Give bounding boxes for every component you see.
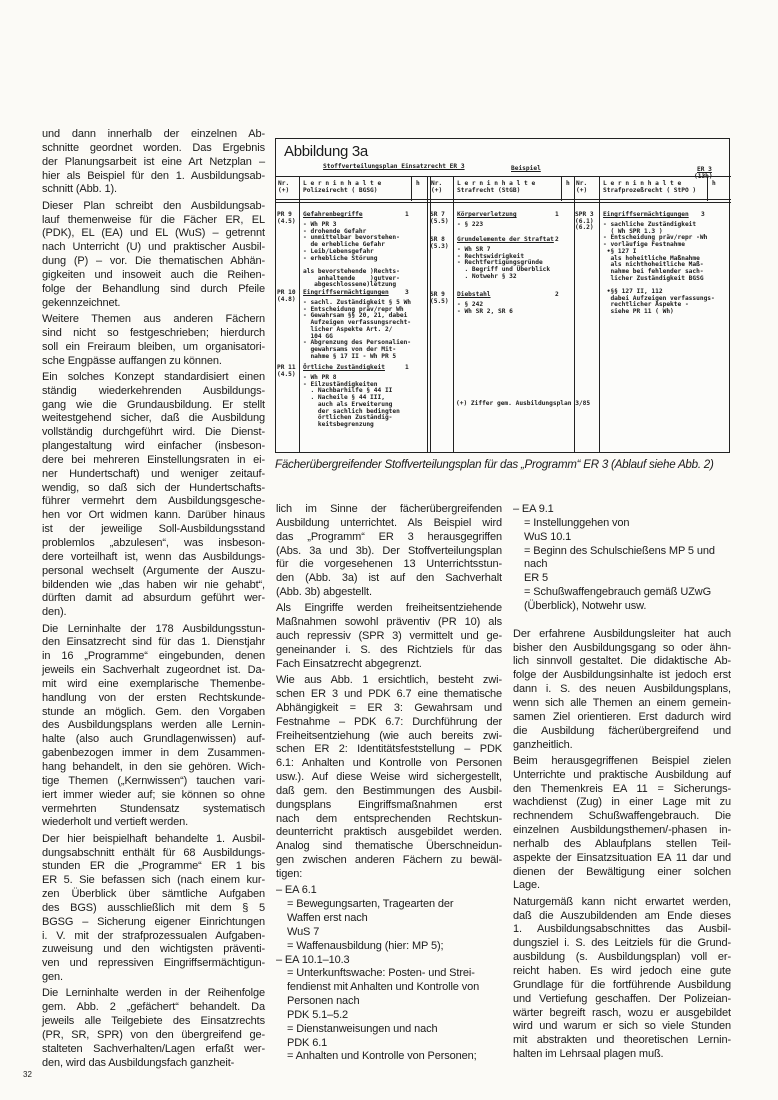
paragraph bbox=[42, 200, 265, 311]
row-plan-ref: (4.5) bbox=[277, 370, 296, 378]
list-item-line: PDK 5.1–5.2 bbox=[287, 1008, 349, 1021]
text-line: jeweils ein Sachverhalt zugeordnet ist. Da- bbox=[42, 664, 265, 677]
text-line: den Themenkreis EA 11 = Sicherungs- bbox=[513, 782, 731, 795]
row-hours: 3 bbox=[701, 211, 705, 218]
list-item bbox=[513, 503, 731, 614]
row-content-line: . Nachbarhilfe § 44 II bbox=[303, 387, 393, 395]
text-line: halten im Lehrsaal plagen muß. bbox=[513, 1048, 664, 1061]
paragraph bbox=[513, 755, 731, 893]
text-line: gabenbezogen immer in dem Zusammen- bbox=[42, 747, 265, 760]
list-item-line: = Instellunggehen von bbox=[524, 516, 630, 529]
paragraph bbox=[276, 602, 502, 671]
row-plan-ref: (6.1) bbox=[575, 217, 594, 225]
row-content-line: - Eilzuständigkeiten bbox=[303, 380, 378, 388]
table-rule bbox=[276, 199, 731, 200]
figure-footnote: (+) Ziffer gem. Ausbildungsplan 3/85 bbox=[456, 400, 591, 407]
text-line: Die Lerninhalte der 178 Ausbildungsstun- bbox=[42, 622, 265, 635]
text-line: usw.). Auf diese Weise wird sichergestellt, bbox=[276, 771, 502, 784]
list-item-line: = Anhalten und Kontrolle von Personen; bbox=[287, 1050, 477, 1063]
text-line: soll ein Freiraum bleiben, um organisatori- bbox=[42, 340, 265, 353]
list-item-head: – EA 6.1 bbox=[276, 884, 317, 897]
row-content-line: •§ 127 I bbox=[603, 247, 637, 255]
text-line: gen zwischen anderen Fächern zu bewäl- bbox=[276, 854, 502, 867]
text-line: Unterrichte und praktische Ausbildung auf bbox=[513, 768, 731, 781]
text-line: mit wird eine exemplarische Themenbe- bbox=[42, 677, 265, 690]
header-subject: Strafrecht (StGB) bbox=[457, 186, 521, 194]
list-item-line: Personen nach bbox=[287, 995, 360, 1008]
text-line: jeweils alle Teilgebiete des Einsatzrechts bbox=[42, 1015, 265, 1028]
row-content-line: - sachliche Zuständigkeit bbox=[603, 221, 697, 228]
row-content-line: der sachlich bedingten bbox=[303, 407, 400, 415]
text-line: halte (also auch Grundlagenwissen) auf- bbox=[42, 733, 265, 746]
text-line: dungsziel i. S. des Leitziels für die Grund- bbox=[513, 937, 731, 950]
text-line: der Planungsarbeit ist eine Art Netzplan – bbox=[42, 155, 265, 168]
text-line: in 16 „Programme“ eingebunden, denen bbox=[42, 650, 265, 663]
row-content-line: auch als Erweiterung bbox=[303, 400, 393, 408]
row-topic: Eingriffsermächtigungen bbox=[303, 289, 389, 296]
text-line: gang wie die Grundausbildung. Er stellt bbox=[42, 398, 265, 411]
row-plan-ref: (4.5) bbox=[277, 217, 296, 225]
row-content-line: dabei Aufzeigen verfassungs- bbox=[603, 294, 715, 302]
text-line: dere bei mehreren Einstellungsraten in ei- bbox=[42, 453, 265, 466]
text-line: BGSG – Sicherung eigener Einrichtungen bbox=[42, 915, 265, 928]
row-topic: Diebstahl bbox=[457, 291, 491, 298]
row-content-line: - Wh PR 3 bbox=[303, 221, 337, 228]
text-line: tigen: bbox=[276, 867, 303, 880]
table-rule bbox=[707, 176, 708, 201]
paragraph bbox=[513, 896, 731, 1062]
row-content-line: - Gewahrsam §§ 20, 21, dabei bbox=[303, 312, 408, 320]
text-line: sche Engpässe auffangen zu können. bbox=[42, 354, 222, 367]
text-line: den Einsatzrecht sind für das 1. Dienstjahr bbox=[42, 636, 265, 649]
figure-caption: Fächerübergreifender Stoffverteilungsplan für das „Programm“ ER 3 (Ablauf siehe Abb. 2) bbox=[275, 458, 714, 471]
text-line: (Abs. 3a und 3b). Der Stoffverteilungsplan bbox=[276, 544, 502, 557]
text-line: tige Themen („Kernwissen“) tauchen vari- bbox=[42, 774, 265, 787]
text-line: Der erfahrene Ausbildungsleiter hat auch bbox=[513, 627, 731, 640]
text-line: wiederholt und vertieft werden. bbox=[42, 816, 189, 829]
text-line: i. V. mit der strafprozessualen Aufgaben- bbox=[42, 929, 265, 942]
text-line: schen ER 3 und PDK 6.7 eine thematische bbox=[276, 687, 502, 700]
list-item-line: WuS 10.1 bbox=[524, 530, 572, 543]
text-line: iert immer wieder auf; sie können so ohne bbox=[42, 788, 265, 801]
text-line: Ausbildung unterrichtet. Als Beispiel wird bbox=[276, 516, 502, 529]
text-line: nach Unterricht (U) und praktischer Ausbil- bbox=[42, 241, 265, 254]
figure-label: Abbildung 3a bbox=[284, 143, 368, 160]
header-subject: Polizeirecht ( BGSG) bbox=[303, 186, 378, 194]
list-item-line: = Dienstanweisungen und nach bbox=[287, 1022, 438, 1035]
left-text-column bbox=[42, 128, 265, 1073]
text-line: gigkeiten und insoweit auch die Reihen- bbox=[42, 268, 265, 281]
header-hours: h bbox=[416, 180, 420, 187]
text-line: ausbildung (s. Ausbildungsplan) voll er- bbox=[513, 951, 731, 964]
row-content-line: gewahrsams von der Mit- bbox=[303, 345, 397, 353]
row-plan-ref: (5.5) bbox=[430, 217, 449, 225]
row-content-line: keitsbegrenzung bbox=[303, 420, 374, 428]
header-nr-note: (+) bbox=[576, 186, 588, 194]
text-line: Lage. bbox=[513, 879, 540, 892]
text-line: Freiheitsentziehung (wie auch bereits zwi- bbox=[276, 729, 502, 742]
list-item-line: PDK 6.1 bbox=[287, 1036, 328, 1049]
paragraph bbox=[42, 987, 265, 1070]
middle-text-column bbox=[276, 503, 502, 1064]
text-line: (Abb. 3b) abgestellt. bbox=[276, 586, 372, 599]
row-content-line: nahme § 17 II - Wh PR 5 bbox=[303, 352, 397, 360]
text-line: wendig, so daß sich der Hundertschafts- bbox=[42, 481, 265, 494]
header-nr-note: (+) bbox=[431, 186, 443, 194]
text-line: stunden ER die „Programme“ ER 1 bis bbox=[42, 860, 265, 873]
text-line: Dieser Plan schreibt den Ausbildungsab- bbox=[42, 199, 265, 212]
text-line: ganzheitlich. bbox=[513, 738, 573, 751]
text-line: dann i. S. des neuen Ausbildungsplans, bbox=[513, 683, 731, 696]
text-line: hang behandelt, in den sie gehören. Wich- bbox=[42, 760, 265, 773]
list-item-line: = Waffenausbildung (hier: MP 5); bbox=[287, 939, 444, 952]
text-line: den). bbox=[42, 606, 67, 619]
row-topic: Körperverletzung bbox=[457, 211, 517, 218]
text-line: dere vorteilhaft ist, wenn das Ausbildungs- bbox=[42, 550, 265, 563]
text-line: und Vertiefung geschaffen. Der Polizeian- bbox=[513, 992, 731, 1005]
text-line: zen Überblick über sämtliche Aufgaben bbox=[42, 888, 265, 901]
text-line: stalteten Sachverhalten/Lagen erfaßt wer- bbox=[42, 1042, 265, 1055]
row-content-line: - § 242 bbox=[457, 301, 484, 308]
row-plan-ref: (6.2) bbox=[575, 224, 594, 232]
row-number: PR 11 bbox=[277, 364, 296, 371]
text-line: nerhalb des Ablaufplans stellen Teil- bbox=[513, 837, 731, 850]
row-number: SR 7 bbox=[430, 211, 445, 218]
text-line: gen. bbox=[42, 971, 63, 984]
text-line: personal wechselt (Argumente der Auszu- bbox=[42, 564, 265, 577]
text-line: führer vermehrt dem Ausbildungsgesche- bbox=[42, 495, 265, 508]
text-line: Fach Einsatzrecht abgegrenzt. bbox=[276, 657, 422, 670]
text-line: das „Programm“ ER 3 herausgegriffen bbox=[276, 530, 502, 543]
list-item-line: Waffen erst nach bbox=[287, 911, 368, 924]
header-nr: Nr. bbox=[278, 180, 290, 187]
row-topic: Grundelemente der Straftat bbox=[457, 236, 554, 243]
row-number: SPR 3 bbox=[575, 211, 594, 218]
header-lerninhalte: L e r n i n h a l t e bbox=[457, 180, 536, 187]
text-line: des Ausbildungsplans werden alle Lernin- bbox=[42, 719, 265, 732]
list-item-line: ER 5 bbox=[524, 572, 548, 585]
paragraph bbox=[276, 503, 502, 600]
text-line: gekennzeichnet. bbox=[42, 296, 121, 309]
row-content-line: - sachl. Zuständigkeit § 5 Wh bbox=[303, 299, 412, 306]
row-content-line: nahme bei fehlender sach- bbox=[603, 267, 704, 275]
row-content-line: - Wh SR 7 bbox=[457, 246, 491, 253]
row-content-line: rechtlicher Aspekte - bbox=[603, 301, 689, 309]
text-line: handlung von der ersten Rechtskunde- bbox=[42, 691, 265, 704]
text-line: dienen der Bewältigung einer solchen bbox=[513, 865, 731, 878]
text-line: wachdienst (Zug) in einer Lage mit zu bbox=[513, 796, 731, 809]
text-line: daß die Auszubildenden am Ende dieses bbox=[513, 909, 731, 922]
table-rule bbox=[561, 176, 562, 201]
text-line: sind nicht so festgeschrieben; hierdurch bbox=[42, 326, 265, 339]
text-line: Abhängigkeit = ER 3: Gewahrsam und bbox=[276, 701, 502, 714]
row-number: PR 9 bbox=[277, 211, 292, 218]
table-rule bbox=[453, 176, 454, 452]
row-content-line: siehe PR 11 ( Wh) bbox=[603, 308, 674, 316]
text-line: ständig wiederkehrenden Ausbildungs- bbox=[42, 384, 265, 397]
text-line: ER 5. Sie befassen sich (nach einem kur- bbox=[42, 874, 265, 887]
header-nr: Nr. bbox=[431, 180, 443, 187]
header-lerninhalte: L e r n i n h a l t e bbox=[603, 180, 682, 187]
paragraph bbox=[42, 833, 265, 985]
text-line: weitestgehend sicher, daß die Ausbildung bbox=[42, 412, 265, 425]
header-lerninhalte: L e r n i n h a l t e bbox=[303, 180, 382, 187]
figure-example-label: Beispiel bbox=[511, 165, 541, 172]
text-line: stunde an möglich. Gem. den Vorgaben bbox=[42, 705, 265, 718]
text-line: problemlos „abzulesen“, was insbeson- bbox=[42, 536, 265, 549]
row-content-line: . Begriff und Überblick bbox=[457, 266, 551, 274]
text-line: schnitte geordnet worden. Das Ergebnis bbox=[42, 141, 265, 154]
text-line: den, wird das Ausbildungsfach ganzheit- bbox=[42, 1056, 235, 1069]
text-line: rechnendem Schußwaffengebrauch. Die bbox=[513, 810, 731, 823]
list-item-head: – EA 9.1 bbox=[513, 503, 554, 515]
row-content-line: - vorläufige Festnahme bbox=[603, 241, 685, 249]
table-rule bbox=[411, 176, 412, 201]
figure-total-hours bbox=[694, 174, 713, 181]
text-line: schnitt (Abb. 1). bbox=[42, 183, 117, 196]
row-content-line: licher Aspekte Art. 2/ bbox=[303, 325, 393, 333]
text-line: schen ER 2: Identitätsfeststellung – PDK bbox=[276, 743, 502, 756]
text-line: wenn sich alle Themen an einem gemein- bbox=[513, 696, 731, 709]
page-number: 32 bbox=[23, 1070, 32, 1079]
row-content-line: abgeschlossene)letzung bbox=[303, 281, 397, 289]
row-content-line: Aufzeigen verfassungsrecht- bbox=[303, 319, 412, 327]
text-line: ner Hundertschaft) und weniger zeitauf- bbox=[42, 467, 265, 480]
text-line: bildenden wie „das haben wir nie gehabt“, bbox=[42, 578, 265, 591]
text-line: Weitere Themen aus anderen Fächern bbox=[42, 312, 265, 325]
text-line: Ein solches Konzept standardisiert einen bbox=[42, 370, 265, 383]
row-content-line: örtlichen Zuständig- bbox=[303, 414, 393, 422]
table-rule bbox=[276, 176, 731, 177]
text-line: reicht haben. Es wird jedoch eine gute bbox=[513, 965, 731, 977]
text-line: die Ausbildung fächerübergreifend und bbox=[513, 724, 731, 737]
text-line: (PR, SR, SPR) von den übergreifend ge- bbox=[42, 1029, 265, 1041]
row-content-line: - Rechtfertigungsgründe bbox=[457, 259, 543, 267]
text-line: hen vor Ort widmen kann. Darüber hinaus bbox=[42, 509, 265, 522]
list-item-line: fendienst mit Anhalten und Kontrolle von bbox=[287, 981, 480, 994]
row-topic: Örtliche Zuständigkeit bbox=[303, 364, 385, 371]
list-item bbox=[276, 954, 502, 1065]
row-content-line: - § 223 bbox=[457, 221, 484, 228]
row-topic: Gefahrenbegriffe bbox=[303, 211, 363, 218]
list-item-line: (Überblick), Notwehr usw. bbox=[524, 599, 647, 612]
row-hours: 3 bbox=[405, 289, 409, 296]
text-line: daß gem. den Bestimmungen des Ausbil- bbox=[276, 784, 502, 797]
table-rule bbox=[427, 176, 428, 452]
paragraph bbox=[42, 128, 265, 197]
text-line: zuweisung und den wichtigsten präventi- bbox=[42, 943, 265, 956]
text-line: auch repressiv (SPR 3) vermittelt und ge- bbox=[276, 630, 502, 643]
row-content-line: als hoheitliche Maßnahme bbox=[603, 254, 700, 262]
row-content-line: licher Zuständigkeit BGSG bbox=[603, 274, 704, 282]
spacer bbox=[513, 614, 731, 628]
table-rule bbox=[299, 176, 300, 452]
text-line: Analog sind thematische Überschneidun- bbox=[276, 840, 502, 853]
text-line: geneinander i. S. des Richtziels für das bbox=[276, 643, 502, 656]
paragraph bbox=[42, 371, 265, 620]
text-line: mit abstrakten und theoretischen Lernin- bbox=[513, 1034, 731, 1047]
row-plan-ref: (5.5) bbox=[430, 297, 449, 305]
row-number: SR 8 bbox=[430, 236, 445, 243]
header-hours: h bbox=[566, 180, 570, 187]
list-item-line: = Unterkunftswache: Posten- und Strei- bbox=[287, 967, 475, 980]
row-hours: 1 bbox=[405, 364, 409, 371]
text-line: Maßnahmen sowohl präventiv (PR 10) als bbox=[276, 616, 502, 629]
row-content-line: . Notwehr § 32 bbox=[457, 272, 517, 280]
paragraph bbox=[276, 674, 502, 882]
text-line: vermehrten Stundensatz systematisch bbox=[42, 802, 265, 815]
text-line: dung (P) – vor. Die thematischen Abhän- bbox=[42, 255, 265, 268]
list-item-head: – EA 10.1–10.3 bbox=[276, 953, 350, 966]
table-rule bbox=[276, 202, 731, 203]
header-subject: Strafprozeßrecht ( StPO ) bbox=[603, 186, 697, 194]
text-line: dungsplans Eingriffsmaßnahmen erst bbox=[276, 798, 502, 811]
row-content-line: - Abgrenzung des Personalien- bbox=[303, 339, 412, 347]
row-content-line: als nichthoheitliche Maß- bbox=[603, 261, 704, 269]
text-line: lich sinnvoll gestaltet. Die didaktische Ab- bbox=[513, 655, 731, 668]
text-line: dürften damit ad absurdum geführt wer- bbox=[42, 592, 265, 605]
row-content-line: ( Wh SPR 1.3 ) bbox=[603, 227, 663, 235]
row-hours: 2 bbox=[555, 236, 559, 243]
text-line: hier als Beispiel für den 1. Ausbildungsab- bbox=[42, 169, 265, 182]
table-rule bbox=[599, 176, 600, 452]
text-line: Festnahme – PDK 6.7: Durchführung der bbox=[276, 715, 502, 728]
text-line: ven und repressiven Eingriffsermächtigun- bbox=[42, 957, 265, 970]
figure-3a-table bbox=[275, 138, 730, 453]
text-line: Naturgemäß kann nicht erwartet werden, bbox=[513, 895, 731, 908]
text-line: gem. Abb. 2 „gefächert“ behandelt. Da bbox=[42, 1001, 265, 1014]
row-hours: 1 bbox=[555, 211, 559, 218]
list-item bbox=[276, 884, 502, 953]
row-content-line: - Rechtswidrigkeit bbox=[457, 252, 525, 260]
row-content-line: als bevorstehende )Rechts- bbox=[303, 267, 400, 275]
row-hours: 2 bbox=[555, 291, 559, 298]
text-line: vollständig durchgeführt wird. Die Dienst- bbox=[42, 426, 265, 439]
row-content-line: 104 GG bbox=[303, 332, 333, 340]
text-line: deunterricht praktisch ausgebildet werden. bbox=[276, 826, 502, 839]
text-line: Der hier beispielhaft behandelte 1. Ausbil- bbox=[42, 832, 265, 845]
text-line: ist der jeweilige Soll-Ausbildungsstand bbox=[42, 523, 265, 536]
list-item-line: = Bewegungsarten, Tragearten der bbox=[287, 898, 454, 911]
text-line: wärter begreift rasch, wozu er ausgebildet bbox=[513, 1006, 731, 1019]
header-nr: Nr. bbox=[576, 180, 588, 187]
text-line: 1. Ausbildungsabschnittes das Ausbil- bbox=[513, 923, 731, 936]
text-line: für die vorgesehenen 13 Unterrichtsstun- bbox=[276, 558, 502, 571]
row-plan-ref: (4.8) bbox=[277, 295, 296, 303]
text-line: bisher den Ausbildungsgang so oder ähn- bbox=[513, 641, 731, 654]
row-content-line: de erhebliche Gefahr bbox=[303, 241, 385, 249]
text-line: lauf themenweise für die Fächer ER, EL bbox=[42, 213, 265, 226]
text-line: Wie aus Abb. 1 ersichtlich, besteht zwi- bbox=[276, 674, 502, 687]
text-line: Beim herausgegriffenen Beispiel zielen bbox=[513, 754, 731, 767]
row-topic: Eingriffsermächtigungen bbox=[603, 211, 689, 218]
text-line: und dann innerhalb der einzelnen Ab- bbox=[42, 128, 265, 140]
header-nr-note: (+) bbox=[278, 186, 290, 194]
row-content-line: - Wh PR 8 bbox=[303, 374, 337, 381]
paragraph bbox=[42, 313, 265, 368]
text-line: plangestaltung wird einfacher (insbeson- bbox=[42, 440, 265, 453]
text-line: Als Eingriffe werden freiheitsentziehende bbox=[276, 602, 502, 615]
text-line: Grundlage für die fortführende Ausbildung bbox=[513, 978, 731, 991]
text-line: (PDK), EL (EA) und EL (WuS) – getrennt bbox=[42, 227, 265, 240]
text-line: 6.1: Anhalten und Kontrolle von Personen bbox=[276, 757, 502, 770]
figure-code: ER 3 bbox=[697, 166, 712, 173]
list-item-line: = Schußwaffengebrauch gemäß UZwG bbox=[524, 586, 712, 599]
text-line: wird und warum er sich so viele Stunden bbox=[513, 1020, 731, 1033]
text-line: folge der Ausbildungsinhalte ist jedoch erst bbox=[513, 669, 731, 682]
row-content-line: - Leib/Lebensgefahr bbox=[303, 247, 374, 255]
row-content-line: - unmittelbar bevorstehen- bbox=[303, 234, 400, 242]
text-line: nach dem entsprechenden Rechtskun- bbox=[276, 812, 502, 825]
list-item-line: nach bbox=[524, 558, 548, 571]
text-line: dungsabschnitt enthält für 68 Ausbildungs- bbox=[42, 846, 265, 859]
row-number: SR 9 bbox=[430, 291, 445, 298]
header-hours: h bbox=[712, 180, 716, 187]
row-content-line: •§§ 127 II, 112 bbox=[603, 288, 663, 295]
text-line: lich im Sinne der fächerübergreifenden bbox=[276, 503, 502, 515]
row-content-line: - Entscheidung präv/repr -Wh bbox=[603, 234, 708, 242]
text-line: Die Lerninhalte werden in der Reihenfolge bbox=[42, 987, 265, 1000]
row-plan-ref: (5.3) bbox=[430, 242, 449, 250]
text-line: aspekte der Einsatzsituation EA 11 dar und bbox=[513, 851, 731, 864]
right-text-column bbox=[513, 503, 731, 1064]
paragraph bbox=[513, 628, 731, 753]
row-content-line: . Nacheile § 44 III, bbox=[303, 394, 385, 402]
row-content-line: - Wh SR 2, SR 6 bbox=[457, 307, 513, 315]
text-line: den (Abb. 3a) ist auf den Sachverhalt bbox=[276, 572, 502, 585]
text-line: samen Ziel orientieren. Erst dadurch wird bbox=[513, 710, 731, 723]
list-item-line: WuS 7 bbox=[287, 925, 320, 938]
figure-title: Stoffverteilungsplan Einsatzrecht ER 3 bbox=[323, 163, 465, 170]
text-line: folge der Behandlung sind durch Pfeile bbox=[42, 282, 265, 295]
row-content-line: - drohende Gefahr bbox=[303, 227, 367, 235]
row-hours: 1 bbox=[405, 211, 409, 218]
list-item-line: = Beginn des Schulschießens MP 5 und bbox=[524, 544, 715, 557]
row-content-line: anhaltende )gutver- bbox=[303, 274, 400, 282]
row-number: PR 10 bbox=[277, 289, 296, 296]
row-content-line: - erhebliche Störung bbox=[303, 254, 378, 262]
paragraph bbox=[42, 623, 265, 831]
text-line: einzelnen Ausbildungsthemen/-phasen in- bbox=[513, 824, 731, 837]
row-content-line: - Entscheidung präv/repr Wh bbox=[303, 305, 404, 313]
text-line: des BGS) ausschließlich mit dem § 5 bbox=[42, 901, 265, 914]
